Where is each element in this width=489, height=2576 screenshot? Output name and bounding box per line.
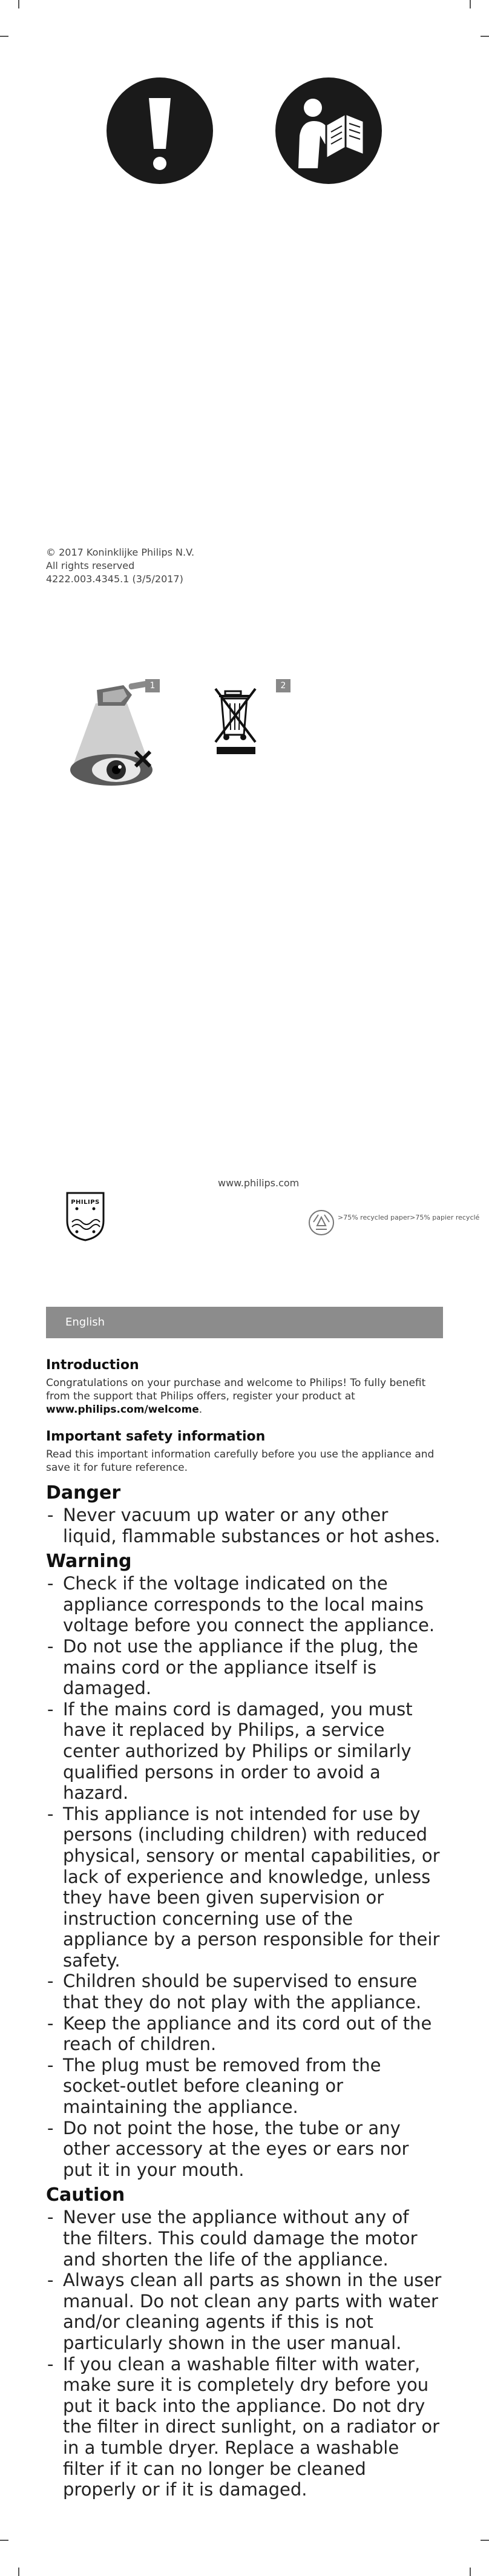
warning-item: - This appliance is not intended for use by persons (including children) with reduced physical, sensory or mental capabilities, or lack of experience and knowledge, unless they have been given supervision or instruction concerning use of the appliance by a person responsible for their safety. [46, 1804, 443, 1971]
danger-list [46, 1505, 443, 1546]
warning-item: - Children should be supervised to ensure that they do not play with the appliance. [46, 1971, 443, 2012]
caution-heading: Caution [46, 2184, 125, 2206]
danger-heading: Danger [46, 1482, 121, 1503]
recycle-text-fr: >75% papier recyclé [410, 1214, 480, 1221]
manual-content [46, 1357, 443, 2500]
introduction-link-suffix: . [199, 1404, 203, 1416]
warning-item: - Do not use the appliance if the plug, the mains cord or the appliance itself is damaged. [46, 1636, 443, 1699]
introduction-heading: Introduction [46, 1358, 139, 1373]
recycle-text [338, 1214, 479, 1222]
crop-mark-top-left-v [18, 0, 19, 8]
introduction-body: Congratulations on your purchase and welcome to Philips! To fully benefit from the support that Philips offers, register your product at [46, 1377, 426, 1402]
document-number: 4222.003.4345.1 (3/5/2017) [46, 573, 183, 585]
warning-item: - Do not point the hose, the tube or any other accessory at the eyes or ears nor put it in your mouth. [46, 2118, 443, 2181]
safety-text: Read this important information carefully before you use the appliance and save it for future reference. [46, 1448, 435, 1474]
figure-2-number: 2 [276, 679, 290, 692]
figure-1 [61, 679, 163, 788]
crop-mark-top-left-h [0, 36, 8, 37]
welcome-link[interactable]: www.philips.com/welcome [46, 1404, 199, 1416]
copyright-line: © 2017 Koninklijke Philips N.V. [46, 547, 195, 558]
figure-2 [213, 685, 259, 757]
danger-item: - Never vacuum up water or any other liquid, flammable substances or hot ashes. [46, 1505, 443, 1546]
crop-mark-bottom-right-v [470, 2568, 471, 2576]
crop-mark-bottom-left-v [18, 2568, 19, 2576]
warning-item: - Check if the voltage indicated on the appliance corresponds to the local mains voltage before you connect the appliance. [46, 1573, 443, 1636]
warning-list [46, 1573, 443, 2180]
philips-shield-icon [65, 1191, 106, 1241]
philips-brand: PHILIPS [71, 1199, 100, 1206]
recycle-icon [307, 1209, 335, 1237]
caution-item: - Always clean all parts as shown in the user manual. Do not clean any parts with water and/or cleaning agents if this is not particularly shown in the user manual. [46, 2270, 443, 2353]
language-bar: English [46, 1307, 443, 1338]
caution-list [46, 2207, 443, 2500]
safety-heading: Important safety information [46, 1429, 266, 1444]
philips-logo [65, 1191, 106, 1241]
crossed-bin-icon [213, 685, 259, 757]
crop-mark-bottom-right-h [481, 2540, 489, 2541]
warning-item: - The plug must be removed from the socket-outlet before cleaning or maintaining the appliance. [46, 2055, 443, 2118]
warning-item: - Keep the appliance and its cord out of the reach of children. [46, 2013, 443, 2055]
read-manual-icon [275, 77, 382, 184]
philips-url: www.philips.com [218, 1177, 300, 1189]
recycle-badge [307, 1209, 480, 1238]
crop-mark-top-right-v [470, 0, 471, 8]
copyright-block [46, 546, 194, 586]
warning-item: - If the mains cord is damaged, you must have it replaced by Philips, a service center authorized by Philips or similarly qualified persons in order to avoid a hazard. [46, 1699, 443, 1804]
rights-line: All rights reserved [46, 560, 135, 571]
introduction-text [46, 1376, 443, 1416]
warning-exclamation-icon [107, 77, 213, 184]
figure-1-number: 1 [145, 679, 160, 692]
crop-mark-bottom-left-h [0, 2540, 8, 2541]
crop-mark-top-right-h [481, 36, 489, 37]
nozzle-eye-illustration [61, 679, 163, 788]
warning-heading: Warning [46, 1551, 132, 1572]
caution-item: - If you clean a washable filter with water, make sure it is completely dry before you put it back into the appliance. Do not dry the filter in direct sunlight, on a radiator or in a tumble dryer. Replace a washable filter if it can no longer be cleaned properly or if it is damaged. [46, 2354, 443, 2500]
caution-item: - Never use the appliance without any of the filters. This could damage the motor and shorten the life of the appliance. [46, 2207, 443, 2270]
recycle-text-en: >75% recycled paper [338, 1214, 410, 1221]
